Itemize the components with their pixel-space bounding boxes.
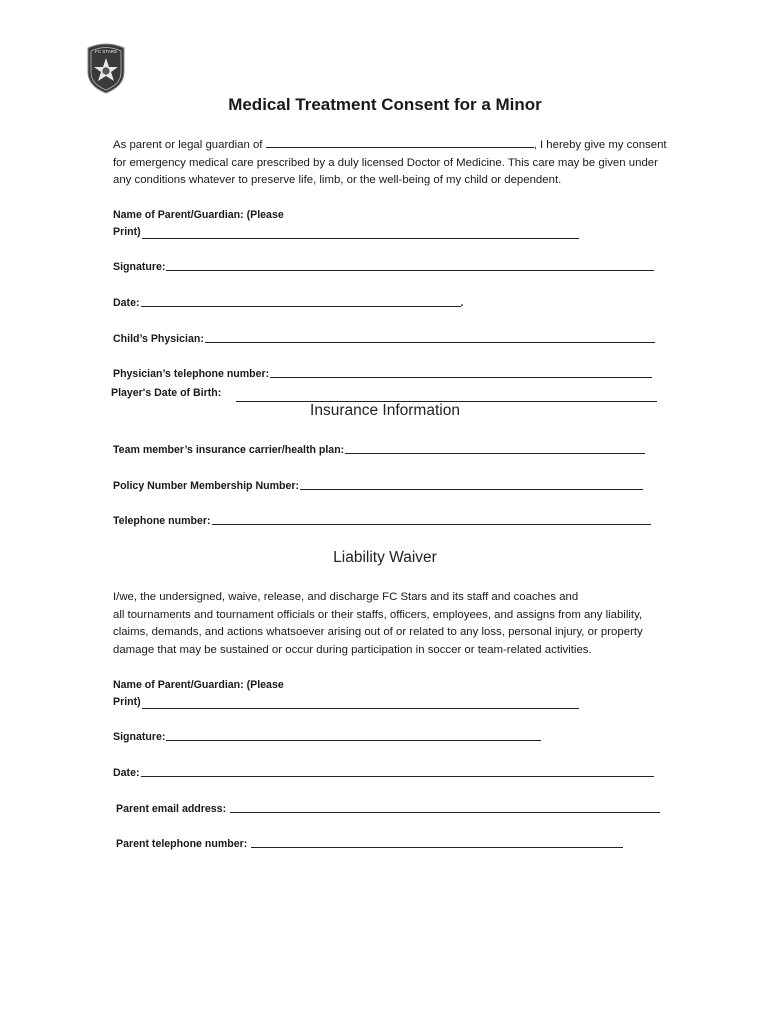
waiver-signature-line[interactable] [166, 739, 541, 741]
signature-line[interactable] [166, 269, 654, 271]
parent-name-line[interactable] [142, 237, 579, 239]
waiver-line-3: claims, demands, and actions whatsoever arising out of or related to any loss, personal injury, or property [113, 626, 643, 639]
waiver-line-2: all tournaments and tournament officials or their staffs, officers, employees, and assigns from any liability, [113, 608, 643, 621]
consent-text-before: As parent or legal guardian of [113, 139, 266, 151]
logo-text: FC STARS [95, 49, 117, 54]
waiver-paragraph [113, 589, 693, 659]
fc-stars-logo [86, 42, 126, 94]
parent-phone-field[interactable] [116, 838, 623, 850]
parent-name-label-2: Print) [113, 226, 141, 238]
parent-name-field-medical[interactable] [113, 207, 579, 241]
parent-email-field[interactable] [116, 803, 660, 815]
insurance-carrier-field[interactable] [113, 444, 645, 456]
waiver-line-1: I/we, the undersigned, waive, release, and discharge FC Stars and its staff and coaches and [113, 591, 579, 603]
date-period: . [460, 297, 464, 309]
physician-line[interactable] [205, 341, 655, 343]
waiver-parent-name-line[interactable] [142, 707, 579, 709]
parent-email-label: Parent email address: [116, 803, 227, 815]
parent-email-line[interactable] [230, 811, 660, 813]
signature-field-medical[interactable] [113, 261, 654, 273]
page-title: Medical Treatment Consent for a Minor [228, 95, 542, 114]
parent-phone-line[interactable] [251, 846, 623, 848]
consent-paragraph [113, 136, 683, 190]
insurance-title: Insurance Information [310, 402, 460, 419]
date-line[interactable] [141, 305, 461, 307]
physician-label: Child’s Physician: [113, 333, 204, 345]
physician-phone-field[interactable] [113, 368, 652, 380]
consent-line-2: for emergency medical care prescribed by a duly licensed Doctor of Medicine. This care may be given under [113, 156, 658, 169]
policy-number-field[interactable] [113, 480, 643, 492]
waiver-date-label: Date: [113, 767, 140, 779]
waiver-signature-label: Signature: [113, 731, 166, 743]
waiver-title: Liability Waiver [333, 549, 437, 566]
date-field-waiver[interactable] [113, 767, 654, 779]
insurance-phone-line[interactable] [212, 523, 651, 525]
date-label: Date: [113, 297, 140, 309]
signature-field-waiver[interactable] [113, 731, 541, 743]
player-dob-field[interactable] [111, 387, 221, 399]
date-field-medical[interactable] [113, 297, 463, 309]
policy-number-line[interactable] [300, 488, 643, 490]
waiver-parent-name-label-1: Name of Parent/Guardian: (Please [113, 679, 284, 691]
physician-phone-line[interactable] [270, 376, 652, 378]
physician-phone-label: Physician’s telephone number: [113, 368, 270, 380]
insurance-carrier-line[interactable] [345, 452, 645, 454]
player-dob-label: Player's Date of Birth: [111, 387, 222, 399]
parent-name-field-waiver[interactable] [113, 677, 579, 711]
consent-line-3: any conditions whatever to preserve life, limb, or the well-being of my child or dependent. [113, 174, 562, 187]
physician-field[interactable] [113, 333, 655, 345]
insurance-phone-label: Telephone number: [113, 515, 211, 527]
waiver-date-line[interactable] [141, 775, 654, 777]
policy-number-label: Policy Number Membership Number: [113, 480, 300, 492]
minor-name-field[interactable] [266, 136, 534, 148]
signature-label: Signature: [113, 261, 166, 273]
consent-text-after: , I hereby give my consent [533, 139, 667, 151]
insurance-phone-field[interactable] [113, 515, 651, 527]
waiver-line-4: damage that may be sustained or occur during participation in soccer or team-related activities. [113, 643, 592, 656]
parent-phone-label: Parent telephone number: [116, 838, 248, 850]
waiver-parent-name-label-2: Print) [113, 696, 141, 708]
insurance-carrier-label: Team member’s insurance carrier/health plan: [113, 444, 345, 456]
parent-name-label-1: Name of Parent/Guardian: (Please [113, 209, 284, 221]
